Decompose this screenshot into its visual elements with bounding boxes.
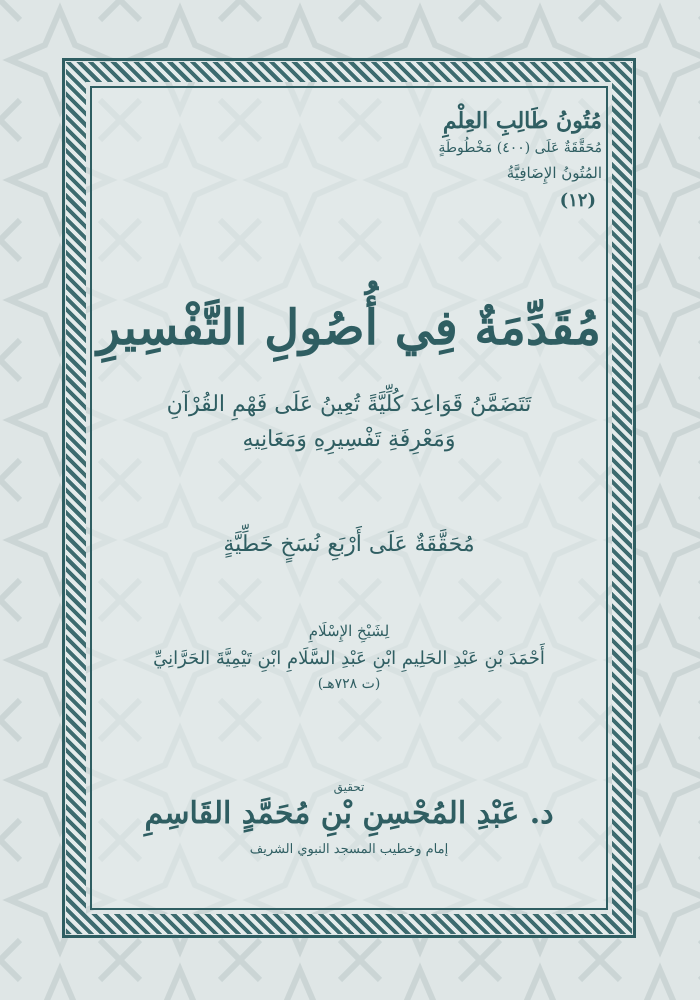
book-title: مُقَدِّمَةٌ فِي أُصُولِ التَّفْسِيرِ [97,300,601,356]
book-subtitle-line2: وَمَعْرِفَةِ تَفْسِيرِهِ وَمَعَانِيهِ [242,427,456,452]
series-subtitle: مُحَقَّقَةٌ عَلَى (٤٠٠) مَخْطُوطَةٍ [438,140,602,156]
series-number: (١٢) [559,190,596,211]
manuscripts-note: مُحَقَّقَةٌ عَلَى أَرْبَعِ نُسَخٍ خَطِّيَّةٍ [223,532,475,557]
author-name: أَحْمَدَ بْنِ عَبْدِ الحَلِيمِ ابْنِ عَبْدِ السَّلَامِ ابْنِ تَيْمِيَّةَ الحَرَّانِيِّ [153,648,545,669]
editor-label: تحقيق [333,780,365,794]
cover-content [96,92,602,904]
series-title: مُتُونُ طَالِبِ العِلْمِ [442,108,602,134]
editor-role: إمام وخطيب المسجد النبوي الشريف [249,842,449,857]
author-death-date: (ت ٧٢٨هـ) [317,676,381,692]
series-collection: المُتُونُ الإِضَافِيَّةُ [506,164,602,182]
editor-name: د. عَبْدِ المُحْسِنِ بْنِ مُحَمَّدٍ القَاسِمِ [144,796,554,831]
book-subtitle-line1: تَتَضَمَّنُ قَوَاعِدَ كُلِّيَّةً تُعِينُ عَلَى فَهْمِ القُرْآنِ [166,392,532,417]
author-title: لِشَيْخِ الإِسْلَامِ [308,622,390,640]
